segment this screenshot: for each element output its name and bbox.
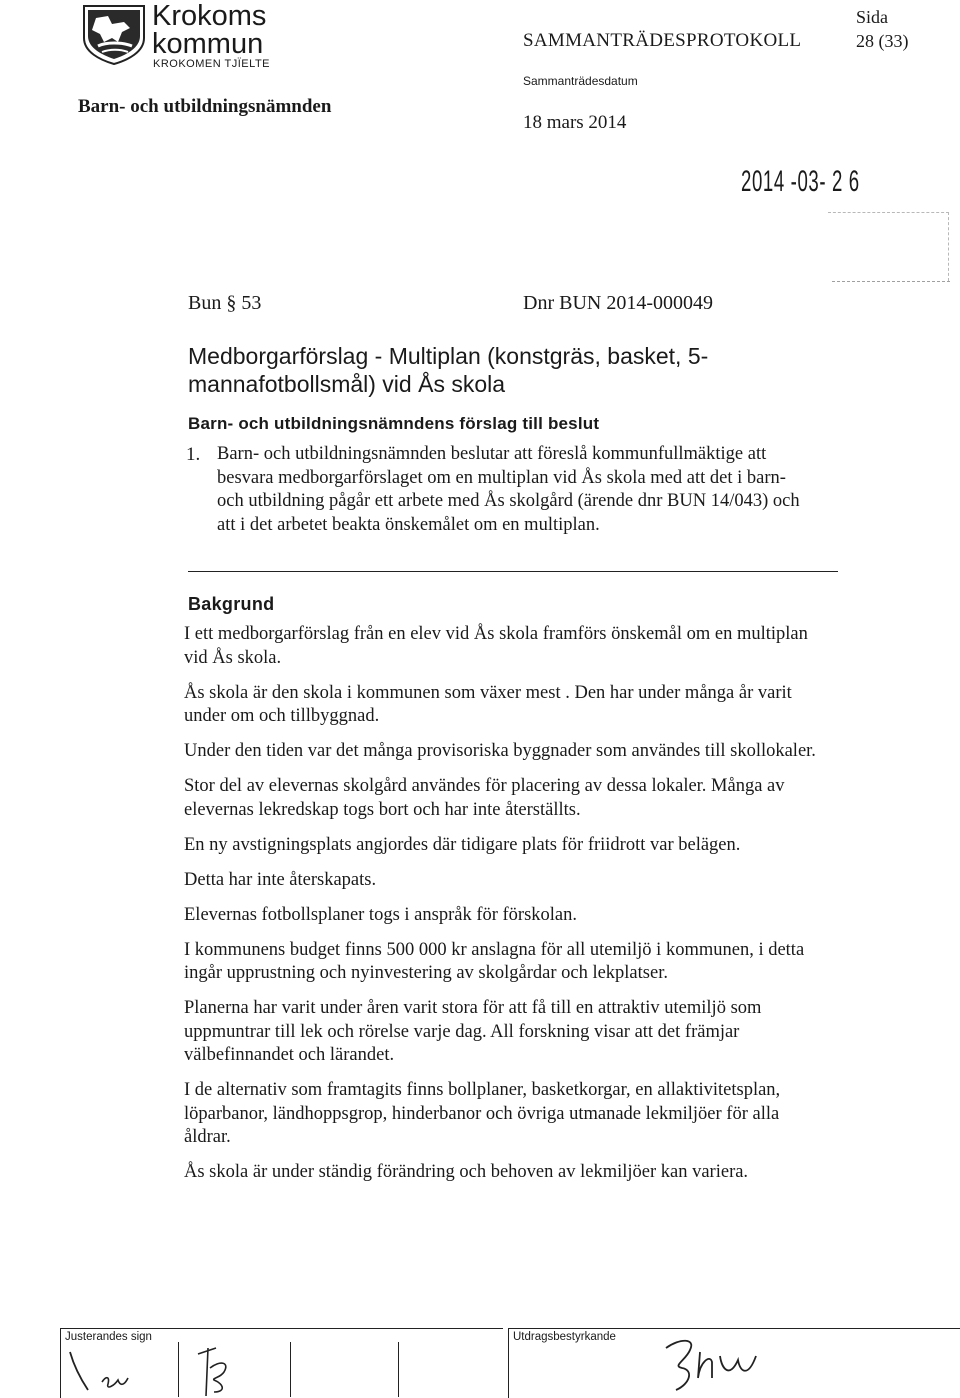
received-date-stamp: 2014 -03- 2 6	[741, 165, 860, 198]
justerandes-label: Justerandes sign	[65, 1331, 152, 1343]
background-heading: Bakgrund	[188, 594, 275, 614]
sign-divider	[290, 1342, 291, 1397]
sign-divider	[178, 1342, 179, 1397]
background-paragraph: Planerna har varit under åren varit stora för att få till en attraktiv utemiljö som uppmuntrar till lek och rörelse varje dag. All forskning visar att det främjar välbefinnandet och lärandet.	[184, 998, 762, 1065]
proposal-item-text: Barn- och utbildningsnämnden beslutar att föreslå kommunfullmäktige att besvara medborgarförslaget om en multiplan vid Ås skola med att det i barn- och utbildning pågår ett arbete med Ås skolgård (ärende dnr BUN 14/043) och att i det arbetet beakta önskemålet om en multiplan.	[217, 444, 800, 535]
crest-icon	[78, 2, 150, 66]
signature-2	[190, 1342, 240, 1398]
document-type: SAMMANTRÄDESPROTOKOLL	[523, 30, 802, 51]
page-number: 28 (33)	[856, 31, 909, 51]
background-paragraph: En ny avstigningsplats angjordes där tidigare plats för friidrott var belägen.	[184, 834, 741, 855]
background-paragraph: Ås skola är den skola i kommunen som växer mest . Den har under många år varit under om och tillbyggnad.	[184, 682, 792, 726]
background-paragraph: Detta har inte återskapats.	[184, 869, 377, 890]
background-paragraph: I de alternativ som framtagits finns bollplaner, basketkorgar, en allaktivitetsplan, löparbanor, ländhoppsgrop, hinderbanor och övriga utmanade lekmiljöer för alla åldrar.	[184, 1080, 781, 1147]
background-paragraph: Elevernas fotbollsplaner togs i anspråk för förskolan.	[184, 904, 578, 925]
org-name: Krokoms	[152, 0, 267, 32]
background-paragraph: I ett medborgarförslag från en elev vid Ås skola framförs önskemål om en multiplan vid Ås skola.	[184, 624, 808, 668]
org-name-second-line: kommun	[152, 28, 264, 60]
section-title: Medborgarförslag - Multiplan (konstgräs, basket, 5-mannafotbollsmål) vid Ås skola	[188, 343, 709, 397]
municipality-logo	[78, 2, 150, 66]
committee-name: Barn- och utbildningsnämnden	[78, 96, 332, 117]
signature-footer	[60, 1328, 960, 1397]
background-paragraph: Under den tiden var det många provisoriska byggnader som användes till skollokaler.	[184, 741, 816, 761]
org-name-sami: KROKOMEN TJÏELTE	[153, 58, 271, 70]
section-id: Bun § 53	[188, 292, 262, 314]
utdrag-label: Utdragsbestyrkande	[513, 1331, 616, 1343]
proposal-item-number: 1.	[186, 444, 201, 465]
section-divider	[188, 571, 838, 572]
date-label: Sammanträdesdatum	[523, 74, 638, 88]
proposal-heading: Barn- och utbildningsnämndens förslag till beslut	[188, 414, 600, 433]
signature-3	[660, 1332, 810, 1396]
page-label: Sida	[856, 7, 889, 27]
background-body	[184, 623, 824, 1196]
meeting-date: 18 mars 2014	[523, 112, 627, 133]
background-paragraph: Stor del av elevernas skolgård användes för placering av dessa lokaler. Många av elevernas lekredskap togs bort och har inte återställts.	[184, 776, 785, 820]
background-paragraph: I kommunens budget finns 500 000 kr anslagna för all utemiljö i kommunen, i detta ingår upprustning och nyinvestering av skolgårdar och lekplatser.	[184, 939, 805, 983]
sign-divider	[398, 1342, 399, 1397]
stamp-border-bottom	[832, 281, 950, 282]
case-number: Dnr BUN 2014-000049	[523, 292, 713, 314]
signature-1	[66, 1346, 156, 1396]
background-paragraph: Ås skola är under ständig förändring och behoven av lekmiljöer kan variera.	[184, 1162, 749, 1182]
stamp-border	[828, 212, 949, 281]
